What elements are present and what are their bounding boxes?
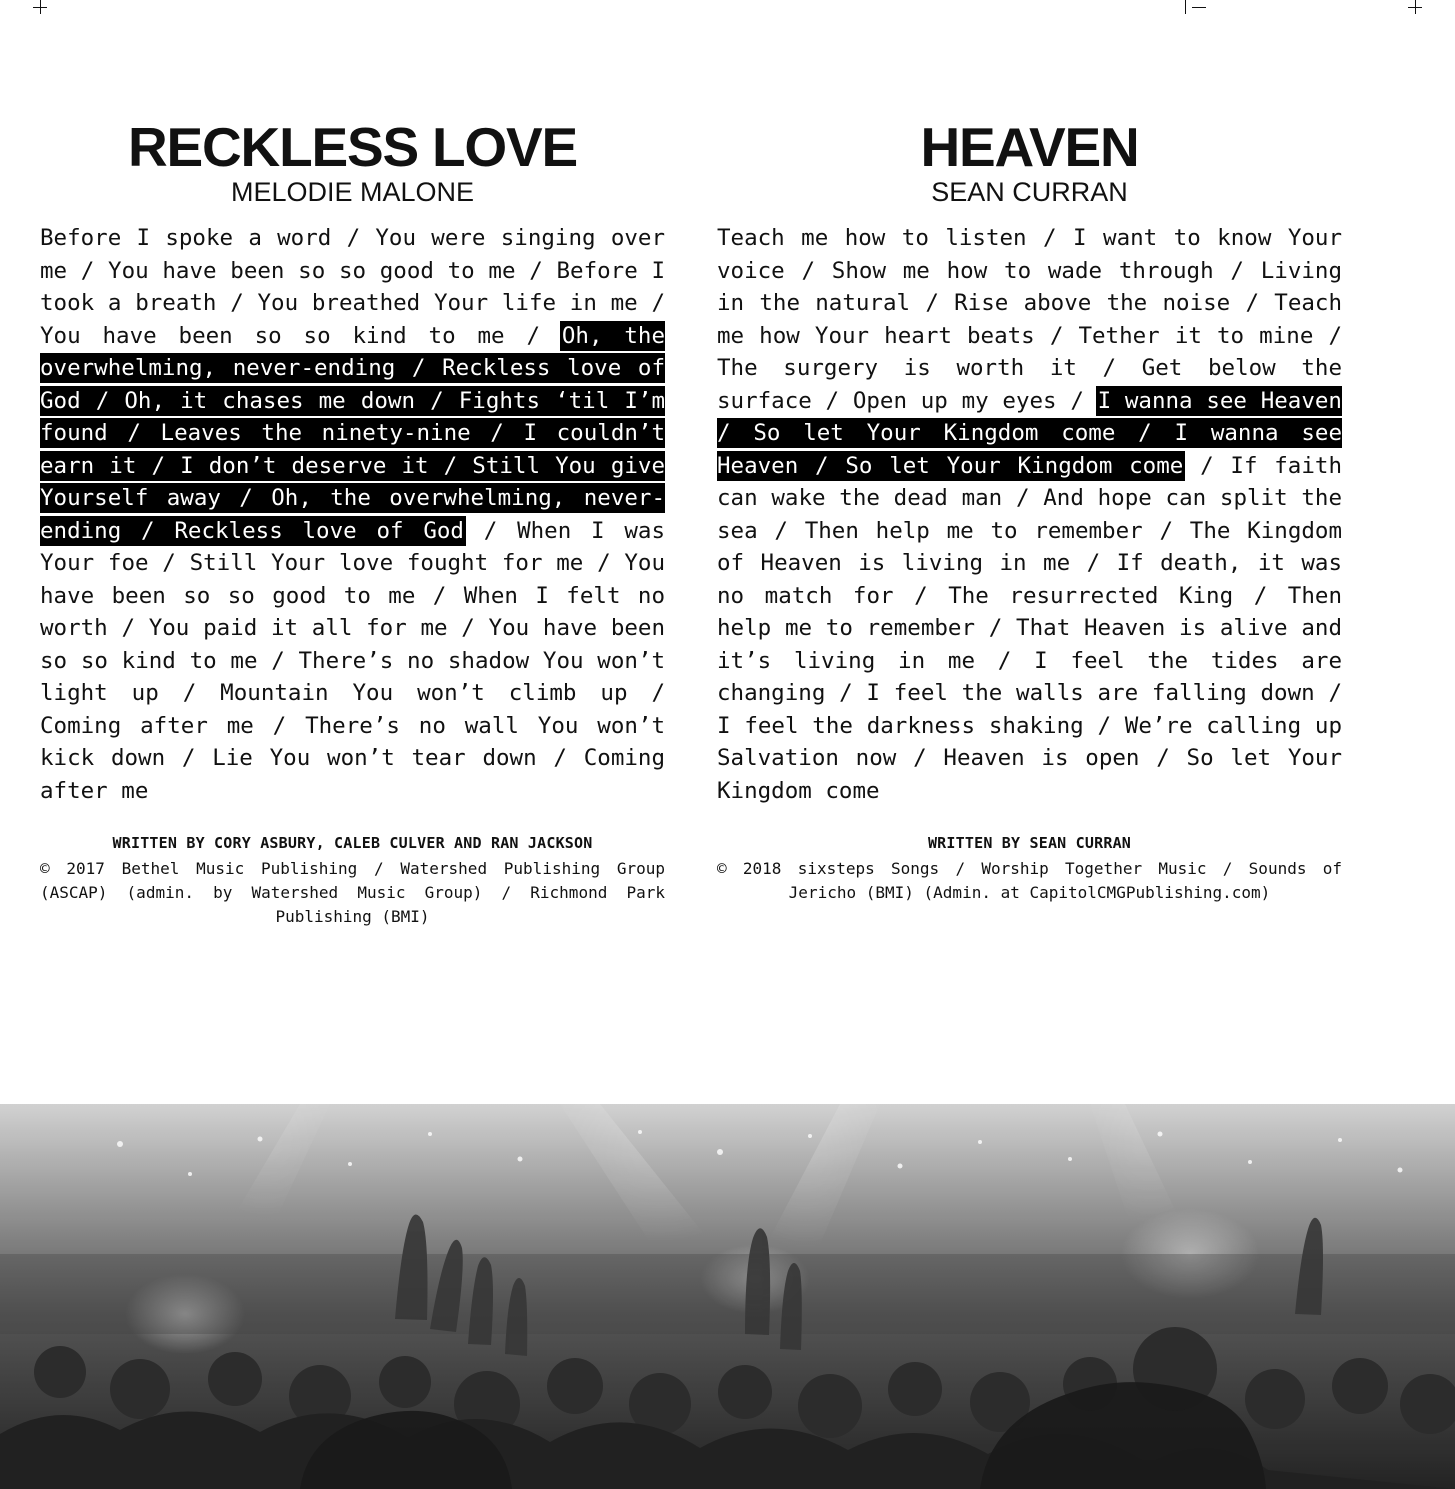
crop-mark xyxy=(1185,0,1186,14)
song-title: RECKLESS LOVE xyxy=(128,116,577,178)
song-title: HEAVEN xyxy=(920,116,1139,178)
song-lyrics xyxy=(717,222,1342,807)
song-artist: SEAN CURRAN xyxy=(931,177,1128,207)
song-credits xyxy=(717,833,1342,905)
written-by: WRITTEN BY SEAN CURRAN xyxy=(927,834,1132,853)
lyrics-segment-highlighted: Oh, the overwhelming, never-ending / Reckless love of God / Oh, it chases me down / Fights ‘til I’m found / Leaves the ninety-nine / I couldn’t earn it / I don’t deserve it / Still You give Yourself away / Oh, the overwhelming, never-ending / Reckless love of God xyxy=(40,322,665,544)
lyrics-segment: Before I spoke a word / You were singing over me / You have been so so good to me / Before I took a breath / You breathed Your life in me / You have been so so kind to me / xyxy=(40,225,665,349)
song-artist: MELODIE MALONE xyxy=(230,177,475,207)
lyrics-segment: / When I was Your foe / Still Your love fought for me / You have been so so good to me / When I felt no worth / You paid it all for me / You have been so so kind to me / There’s no shadow You won’t light up / Mountain You won’t climb up / Coming after me / There’s no wall You won’t kick down / Lie You won’t tear down / Coming after me xyxy=(40,517,665,804)
song-lyrics xyxy=(40,222,665,807)
lyrics-segment: / If faith can wake the dead man / And hope can split the sea / Then help me to remember / The Kingdom of Heaven is living in me / If death, it was no match for / The resurrected King / Then help me to remember / That Heaven is alive and it’s living in me / I feel the tides are changing / I feel the walls are falling down / I feel the darkness shaking / We’re calling up Salvation now / Heaven is open / So let Your Kingdom come xyxy=(717,452,1342,804)
crop-mark xyxy=(33,7,47,8)
lyrics-segment: Teach me how to listen / I want to know Your voice / Show me how to wade through / Living in the natural / Rise above the noise / Teach me how Your heart beats / Tether it to mine / The surgery is worth it / Get below the surface / Open up my eyes / xyxy=(717,225,1342,414)
song-column-left xyxy=(40,116,665,929)
crowd-photo xyxy=(0,1104,1455,1489)
copyright-notice: © 2018 sixsteps Songs / Worship Together Music / Sounds of Jericho (BMI) (Admin. at CapitolCMGPublishing.com) xyxy=(717,859,1342,903)
song-credits xyxy=(40,833,665,929)
lyrics-columns xyxy=(0,116,1455,929)
crop-mark xyxy=(1192,7,1206,8)
song-column-right xyxy=(717,116,1342,929)
copyright-notice: © 2017 Bethel Music Publishing / Watershed Publishing Group (ASCAP) (admin. by Watershed Music Group) / Richmond Park Publishing (BMI) xyxy=(40,859,665,927)
written-by: WRITTEN BY CORY ASBURY, CALEB CULVER AND RAN JACKSON xyxy=(112,834,593,853)
crop-mark xyxy=(1408,7,1422,8)
lyrics-segment-highlighted: I wanna see Heaven / So let Your Kingdom come / I wanna see Heaven / So let Your Kingdom come xyxy=(717,387,1342,479)
